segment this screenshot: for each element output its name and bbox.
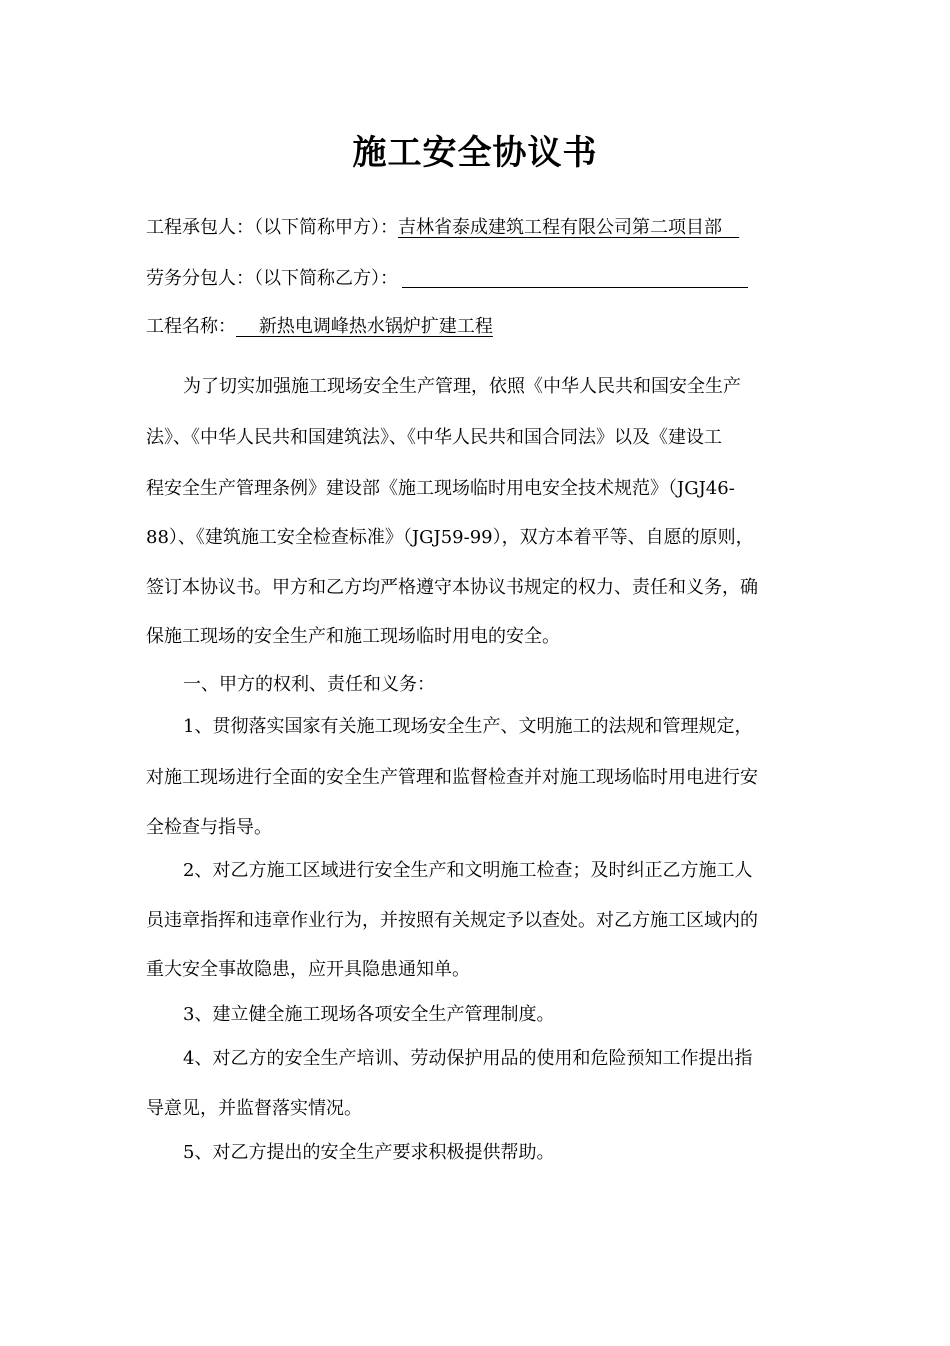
item-line: 4、对乙方的安全生产培训、劳动保护用品的使用和危险预知工作提出指 <box>183 1048 753 1069</box>
contractor-value: 吉林省泰成建筑工程有限公司第二项目部 <box>398 217 722 238</box>
intro-line: 签订本协议书。甲方和乙方均严格遵守本协议书规定的权力、责任和义务，确 <box>146 577 758 598</box>
item-line: 对施工现场进行全面的安全生产管理和监督检查并对施工现场临时用电进行安 <box>146 767 758 788</box>
subcontractor-line <box>146 264 748 294</box>
project-value-leading-space <box>236 316 259 337</box>
project-line <box>146 312 493 342</box>
intro-line: 88）、《建筑施工安全检查标准》（JGJ59-99），双方本着平等、自愿的原则， <box>146 527 754 548</box>
document-title: 施工安全协议书 <box>352 133 598 173</box>
item-line: 2、对乙方施工区域进行安全生产和文明施工检查；及时纠正乙方施工人 <box>183 860 753 881</box>
item-line: 导意见，并监督落实情况。 <box>146 1098 362 1119</box>
intro-line: 为了切实加强施工现场安全生产管理，依照《中华人民共和国安全生产 <box>183 376 741 397</box>
subcontractor-label: 劳务分包人：（以下简称乙方）： <box>146 268 398 289</box>
item-line: 全检查与指导。 <box>146 817 272 838</box>
intro-line: 法》、《中华人民共和国建筑法》、《中华人民共和国合同法》以及《建设工 <box>146 427 722 448</box>
intro-line: 保施工现场的安全生产和施工现场临时用电的安全。 <box>146 626 560 647</box>
contractor-line <box>146 213 739 243</box>
item-line: 3、建立健全施工现场各项安全生产管理制度。 <box>183 1004 555 1025</box>
contractor-label: 工程承包人：（以下简称甲方）： <box>146 217 398 238</box>
project-label: 工程名称： <box>146 316 236 337</box>
contractor-value-trailing-space <box>722 217 739 238</box>
intro-line: 程安全生产管理条例》建设部《施工现场临时用电安全技术规范》（JGJ46- <box>146 478 735 499</box>
section-heading: 一、甲方的权利、责任和义务： <box>183 674 435 695</box>
item-line: 重大安全事故隐患，应开具隐患通知单。 <box>146 959 470 980</box>
subcontractor-blank <box>402 267 748 288</box>
item-line: 1、贯彻落实国家有关施工现场安全生产、文明施工的法规和管理规定， <box>183 716 753 737</box>
project-value: 新热电调峰热水锅炉扩建工程 <box>258 316 493 337</box>
item-line: 5、对乙方提出的安全生产要求积极提供帮助。 <box>183 1142 555 1163</box>
item-line: 员违章指挥和违章作业行为，并按照有关规定予以查处。对乙方施工区域内的 <box>146 910 758 931</box>
